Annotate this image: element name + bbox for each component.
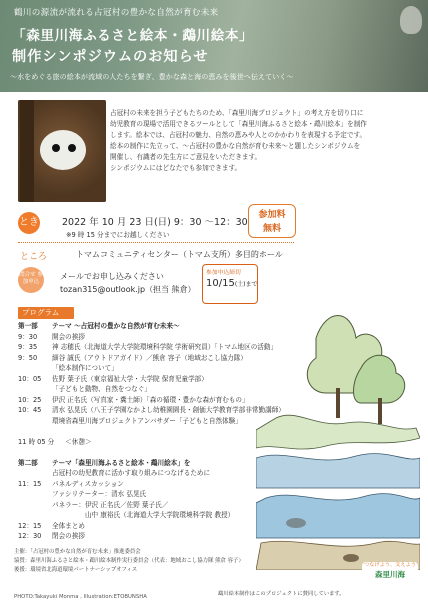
program-content: 細谷 誠氏（アウトドアガイド）／熊倉 容子（地域おこし協力隊）: [52, 353, 247, 362]
program-time: 10：05: [18, 374, 42, 383]
program-content: ＜休憩＞: [52, 437, 92, 446]
program-time: 11 時 05 分: [18, 437, 55, 446]
program-time: 10：25: [18, 395, 42, 404]
event-date: 2022 年 10 月 23 日(日) 9：30 ～12：30: [62, 217, 248, 228]
program-content: パネラー：伊沢 正名氏／佐野 葉子氏／: [52, 500, 169, 509]
apply-instruction: メールでお申し込みください: [60, 272, 164, 281]
divider: [18, 242, 294, 243]
program-time: 9：50: [18, 353, 38, 362]
credits: [14, 548, 244, 575]
program-time: 10：45: [18, 406, 42, 414]
program-content: 佐野 葉子氏（東京福祉大学・大学院 保育児童学部）: [52, 374, 208, 383]
program-content: パネルディスカッション: [52, 479, 124, 488]
program-time: 12：15: [18, 521, 42, 530]
where-label: ところ: [20, 252, 48, 262]
program-content: 環境省森里川海プロジェクトアンバサダー「子どもと自然体験」: [52, 416, 242, 425]
photo-credit: PHOTO:Takayuki Monma , Illustration:ETOBUNSHA: [14, 594, 147, 600]
forest-illustration: [256, 298, 420, 570]
header-title-line2: 制作シンポジウムのお知らせ: [12, 49, 209, 65]
program-content: 神 志穂氏（北海道大学大学院環境科学院 学術研究員）「トマム地区の活動」: [52, 343, 278, 351]
venue: トマムコミュニティセンター（トマム支所）多目的ホール: [76, 250, 283, 259]
flying-squirrel-photo: [18, 100, 106, 202]
header-banner: [0, 0, 428, 92]
fee-label: 参加料: [258, 210, 286, 220]
program-content: 「絵本制作について」: [52, 364, 118, 372]
program-content: 山中 康裕氏（北海道大学大学院環境科学院 教授）: [52, 511, 235, 519]
program-time: 第一部: [18, 322, 38, 330]
program-time: 9：30: [18, 332, 38, 341]
program-time: 11：15: [18, 479, 42, 488]
fee-badge: [248, 204, 296, 238]
endorsement-note: 鵡川絵本制作はこのプロジェクトに賛同しています。: [218, 591, 345, 597]
morisato-logo: [362, 562, 418, 598]
program-content: 伊沢 正名氏（写真家・糞土師）「森の循環・豊かな森が育むもの」: [52, 395, 249, 404]
program-content: テーマ ～占冠村の豊かな自然が育む未来～: [52, 322, 180, 330]
program-content: 「子どもと動物、自然をつなぐ」: [52, 385, 151, 393]
deadline-day: (土)まで: [234, 281, 258, 288]
intro-line: 幼児教育の現場で活用できるツールとして「森里川海ふるさと絵本・鵡川絵本」を制作: [110, 119, 367, 128]
intro-text: [110, 108, 420, 173]
deadline-label: 参加申込締切: [206, 270, 241, 276]
program-content: テーマ「森里川海ふるさと絵本・鵡川絵本」を: [52, 458, 191, 467]
sponsor: 協賛：森里川海ふるさと絵本・鵡川絵本制作実行委員会（代表：地域おこし協力隊 熊倉 容子）: [14, 557, 244, 564]
intro-line: 開催し、有識者の先生方にご意見をいただきます。: [110, 152, 262, 161]
logo-tagline: つなげよう、支えよう: [364, 562, 416, 568]
header-tagline: ～水をめぐる旅の絵本が流域の人たちを繋ぎ、豊かな森と海の恵みを後世へ伝えていく～: [10, 72, 294, 81]
program-time: 第二部: [18, 458, 38, 467]
apply-email-link[interactable]: tozan315@outlook.jp（担当 熊倉）: [60, 285, 196, 294]
supporter: 後援：環境省北海道環境パートナーシップオフィス: [14, 566, 138, 573]
intro-line: 絵本の制作に先立って、～占冠村の豊かな自然が育む未来～と題したシンポジウムを: [110, 141, 361, 150]
program-content: 占冠村の幼児教育に活かす取り組みにつなげるために: [52, 469, 211, 477]
intro-line: 占冠村の未来を担う子どもたちのため、「森里川海プロジェクト」の考え方を切り口に: [110, 109, 364, 117]
program-content: 全体まとめ: [52, 521, 85, 530]
header-title-line1: 「森里川海ふるさと絵本・鵡川絵本」: [12, 28, 254, 44]
program-heading: プログラム: [18, 307, 74, 319]
deadline-box: [202, 264, 258, 304]
when-label: とき: [18, 212, 40, 234]
program-time: 12：30: [18, 532, 42, 540]
intro-line: します。絵本では、占冠村の魅力、自然の恵みや人とのかかわりを表現する予定です。: [110, 130, 367, 139]
arrival-note: ※9 時 15 分までにお越しください: [66, 231, 170, 239]
intro-line: シンポジウムにはどなたでも参加できます。: [110, 163, 242, 172]
program-content: ファシリテーター：清水 弘晃氏: [52, 490, 147, 498]
program-time: 9：35: [18, 343, 38, 351]
fee-value: 無料: [262, 224, 281, 234]
apply-badge: 問合せ 参加申込: [18, 267, 44, 293]
owl-photo: [400, 6, 422, 34]
deadline-date: 10/15: [206, 278, 235, 289]
program-content: 閉会の挨拶: [52, 532, 85, 540]
program-content: 清水 弘晃氏（八王子学園なかよし幼稚園園長・創価大学教育学部非常勤講師）: [52, 406, 285, 414]
logo-name: 森里川海: [375, 570, 405, 579]
header-subtitle: 鶴川の源流が流れる占冠村の豊かな自然が育む未来: [14, 8, 219, 18]
organizer: 主催：「占冠村の豊かな自然が育む未来」推進委員会: [14, 549, 141, 555]
program-content: 開会の挨拶: [52, 332, 85, 341]
